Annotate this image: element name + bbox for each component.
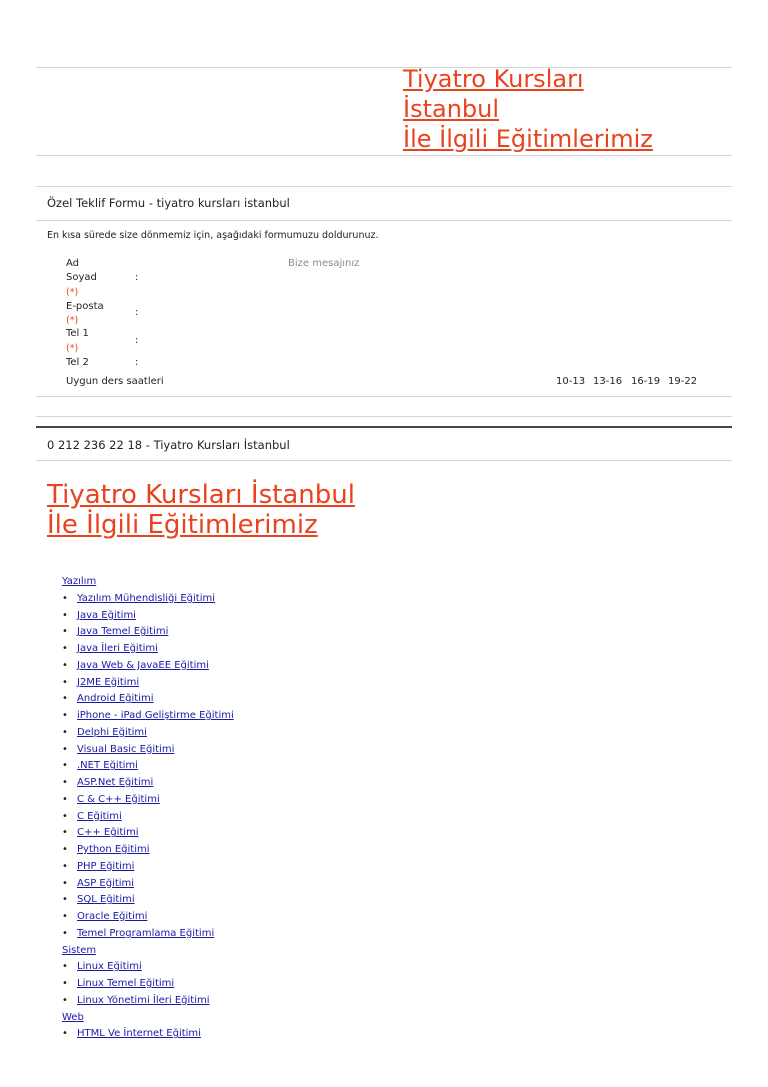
- course-list-item: [62, 742, 234, 759]
- bullet-icon: •: [62, 860, 68, 872]
- course-link[interactable]: Java İleri Eğitimi: [77, 643, 158, 654]
- form-bottom-divider: [36, 396, 732, 397]
- course-link[interactable]: Java Web & JavaEE Eğitimi: [77, 659, 209, 671]
- bullet-icon: •: [62, 1028, 68, 1040]
- bullet-icon: •: [62, 643, 68, 654]
- message-field[interactable]: Bize mesajınız: [288, 258, 360, 269]
- bullet-icon: •: [62, 659, 68, 671]
- contact-divider: [36, 426, 732, 428]
- course-list-item: [62, 926, 234, 943]
- course-list-item: [62, 691, 234, 708]
- form-heading-divider: [36, 220, 732, 221]
- course-list-item: [62, 675, 234, 692]
- hour-option[interactable]: 10-13: [556, 376, 586, 387]
- course-category[interactable]: Web: [62, 1011, 84, 1023]
- section-title-line[interactable]: İle İlgili Eğitimlerimiz: [47, 510, 318, 540]
- form-top-divider: [36, 186, 732, 187]
- course-list-item: [62, 758, 234, 775]
- bullet-icon: •: [62, 827, 68, 839]
- form-heading: Özel Teklif Formu - tiyatro kursları istanbul: [47, 196, 290, 210]
- course-list-item: [62, 859, 234, 876]
- course-link[interactable]: iPhone - iPad Geliştirme Eğitimi: [77, 710, 234, 721]
- course-link[interactable]: Java Temel Eğitimi: [77, 626, 169, 638]
- course-link[interactable]: Linux Temel Eğitimi: [77, 978, 175, 989]
- header-title[interactable]: [403, 64, 653, 154]
- course-link[interactable]: HTML Ve İnternet Eğitimi: [77, 1028, 201, 1040]
- course-link[interactable]: Visual Basic Eğitimi: [77, 743, 175, 755]
- course-list-item: [62, 959, 234, 976]
- course-list-item: [62, 1026, 234, 1043]
- bullet-icon: •: [62, 994, 68, 1006]
- course-link[interactable]: SQL Eğitimi: [77, 894, 135, 906]
- course-link[interactable]: Temel Programlama Eğitimi: [77, 927, 215, 939]
- course-link[interactable]: Delphi Eğitimi: [77, 726, 147, 738]
- bullet-icon: •: [62, 810, 68, 822]
- name-colon: :: [135, 272, 139, 283]
- course-list-item: [62, 591, 234, 608]
- bullet-icon: •: [62, 626, 68, 638]
- hour-option[interactable]: 16-19: [631, 376, 661, 387]
- course-link[interactable]: ASP.Net Eğitimi: [77, 777, 154, 788]
- bullet-icon: •: [62, 911, 68, 922]
- course-list-item: [62, 725, 234, 742]
- course-link[interactable]: .NET Eğitimi: [77, 760, 138, 772]
- course-list: [62, 574, 234, 1043]
- header-title-line[interactable]: Tiyatro Kursları: [403, 65, 584, 93]
- course-list-item: [62, 792, 234, 809]
- course-list-item: [62, 976, 234, 993]
- contact-phone-line: 0 212 236 22 18 - Tiyatro Kursları İstanbul: [47, 438, 290, 452]
- bullet-icon: •: [62, 743, 68, 755]
- email-label: E-posta: [66, 301, 104, 312]
- course-list-item: [62, 658, 234, 675]
- course-list-item: [62, 624, 234, 641]
- course-list-item: [62, 708, 234, 725]
- bullet-icon: •: [62, 844, 68, 855]
- bullet-icon: •: [62, 676, 68, 688]
- course-link[interactable]: Java Eğitimi: [77, 609, 136, 621]
- course-category[interactable]: Sistem: [62, 944, 97, 956]
- course-link[interactable]: Linux Eğitimi: [77, 961, 142, 973]
- email-required-mark: (*): [66, 315, 79, 326]
- name-required-mark: (*): [66, 287, 79, 298]
- header-divider: [36, 155, 732, 156]
- bullet-icon: •: [62, 777, 68, 788]
- hour-option[interactable]: 19-22: [668, 376, 698, 387]
- course-category[interactable]: Yazılım: [62, 576, 97, 587]
- contact-bottom-divider: [36, 460, 732, 461]
- bullet-icon: •: [62, 927, 68, 939]
- section-title-line[interactable]: Tiyatro Kursları İstanbul: [47, 480, 355, 510]
- course-list-item: [62, 842, 234, 859]
- section-title[interactable]: [47, 480, 355, 540]
- header-title-line[interactable]: İle İlgili Eğitimlerimiz: [403, 125, 653, 153]
- surname-label: Soyad: [66, 272, 97, 283]
- bullet-icon: •: [62, 726, 68, 738]
- bullet-icon: •: [62, 793, 68, 805]
- course-list-item: [62, 809, 234, 826]
- bullet-icon: •: [62, 710, 68, 721]
- hour-option[interactable]: 13-16: [593, 376, 623, 387]
- course-list-item: [62, 909, 234, 926]
- tel2-colon: :: [135, 357, 139, 368]
- bullet-icon: •: [62, 760, 68, 772]
- tel1-colon: :: [135, 335, 139, 346]
- tel2-label: Tel 2: [66, 357, 89, 368]
- course-link[interactable]: C & C++ Eğitimi: [77, 793, 160, 805]
- email-colon: :: [135, 307, 139, 318]
- course-list-item: [62, 608, 234, 625]
- course-list-item: [62, 641, 234, 658]
- bullet-icon: •: [62, 894, 68, 906]
- course-list-item: [62, 775, 234, 792]
- course-link[interactable]: Python Eğitimi: [77, 844, 150, 855]
- bullet-icon: •: [62, 978, 68, 989]
- course-link[interactable]: ASP Eğitimi: [77, 877, 135, 889]
- course-link[interactable]: C Eğitimi: [77, 810, 122, 822]
- form-description: En kısa sürede size dönmemiz için, aşağıdaki formumuzu doldurunuz.: [47, 230, 379, 241]
- course-link[interactable]: J2ME Eğitimi: [77, 676, 140, 688]
- course-list-item: [62, 825, 234, 842]
- form-end-divider: [36, 416, 732, 417]
- course-link[interactable]: PHP Eğitimi: [77, 860, 135, 872]
- course-link[interactable]: Linux Yönetimi İleri Eğitimi: [77, 994, 210, 1006]
- course-link[interactable]: Yazılım Mühendisliği Eğitimi: [77, 592, 216, 604]
- course-link[interactable]: C++ Eğitimi: [77, 827, 139, 839]
- course-link[interactable]: Oracle Eğitimi: [77, 911, 148, 922]
- tel1-required-mark: (*): [66, 343, 79, 354]
- bullet-icon: •: [62, 961, 68, 973]
- hours-label: Uygun ders saatleri: [66, 376, 164, 387]
- bullet-icon: •: [62, 592, 68, 604]
- course-list-item: [62, 892, 234, 909]
- name-label: Ad: [66, 258, 80, 269]
- bullet-icon: •: [62, 693, 68, 705]
- tel1-label: Tel 1: [66, 328, 89, 339]
- course-list-item: [62, 876, 234, 893]
- header-title-line[interactable]: İstanbul: [403, 95, 500, 123]
- bullet-icon: •: [62, 609, 68, 621]
- course-link[interactable]: Android Eğitimi: [77, 693, 154, 705]
- course-list-item: [62, 993, 234, 1010]
- bullet-icon: •: [62, 877, 68, 889]
